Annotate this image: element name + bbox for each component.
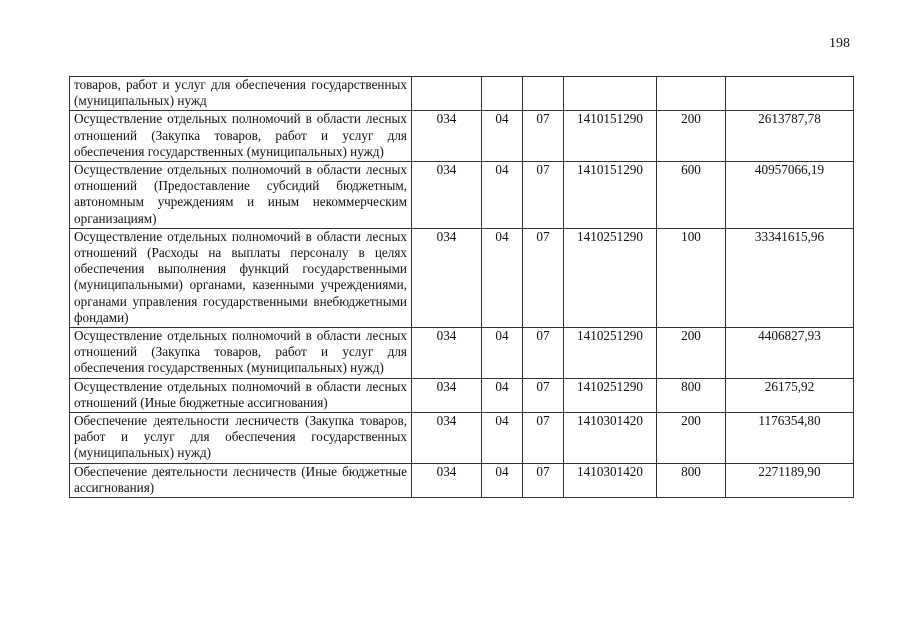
subsection-code: 07: [523, 228, 564, 327]
target-article-code: [564, 77, 657, 111]
expense-type-code: 800: [657, 378, 726, 412]
target-article-code: 1410251290: [564, 328, 657, 379]
ved-code: 034: [412, 228, 482, 327]
row-description: Обеспечение деятельности лесничеств (Закупка товаров, работ и услуг для обеспечения государственных (муниципальных) нужд): [70, 413, 412, 464]
table-row: [70, 228, 854, 327]
section-code: 04: [482, 328, 523, 379]
row-description: товаров, работ и услуг для обеспечения государственных (муниципальных) нужд: [70, 77, 412, 111]
section-code: 04: [482, 413, 523, 464]
amount: 2271189,90: [726, 463, 854, 497]
target-article-code: 1410151290: [564, 162, 657, 229]
subsection-code: 07: [523, 111, 564, 162]
subsection-code: [523, 77, 564, 111]
amount: 33341615,96: [726, 228, 854, 327]
expense-type-code: [657, 77, 726, 111]
ved-code: 034: [412, 111, 482, 162]
section-code: [482, 77, 523, 111]
table-row: [70, 463, 854, 497]
section-code: 04: [482, 463, 523, 497]
subsection-code: 07: [523, 378, 564, 412]
expense-type-code: 800: [657, 463, 726, 497]
subsection-code: 07: [523, 328, 564, 379]
amount: [726, 77, 854, 111]
expense-type-code: 200: [657, 328, 726, 379]
table-row: [70, 162, 854, 229]
target-article-code: 1410251290: [564, 228, 657, 327]
subsection-code: 07: [523, 463, 564, 497]
subsection-code: 07: [523, 413, 564, 464]
row-description: Осуществление отдельных полномочий в области лесных отношений (Закупка товаров, работ и услуг для обеспечения государственных (муниципальных) нужд): [70, 111, 412, 162]
budget-table: [69, 76, 854, 498]
table-row: [70, 111, 854, 162]
row-description: Осуществление отдельных полномочий в области лесных отношений (Иные бюджетные ассигнования): [70, 378, 412, 412]
row-description: Осуществление отдельных полномочий в области лесных отношений (Расходы на выплаты персоналу в целях обеспечения выполнения функций государственными (муниципальными) органами, казенными учреждениями, органами управления государственными внебюджетными фондами): [70, 228, 412, 327]
section-code: 04: [482, 111, 523, 162]
expense-type-code: 100: [657, 228, 726, 327]
table-row: [70, 378, 854, 412]
ved-code: 034: [412, 463, 482, 497]
row-description: Осуществление отдельных полномочий в области лесных отношений (Предоставление субсидий бюджетным, автономным учреждениям и иным некоммерческим организациям): [70, 162, 412, 229]
ved-code: 034: [412, 378, 482, 412]
target-article-code: 1410151290: [564, 111, 657, 162]
table-row: [70, 413, 854, 464]
expense-type-code: 200: [657, 111, 726, 162]
table-row: [70, 77, 854, 111]
section-code: 04: [482, 228, 523, 327]
amount: 1176354,80: [726, 413, 854, 464]
row-description: Обеспечение деятельности лесничеств (Иные бюджетные ассигнования): [70, 463, 412, 497]
ved-code: 034: [412, 328, 482, 379]
row-description: Осуществление отдельных полномочий в области лесных отношений (Закупка товаров, работ и услуг для обеспечения государственных (муниципальных) нужд): [70, 328, 412, 379]
subsection-code: 07: [523, 162, 564, 229]
target-article-code: 1410301420: [564, 463, 657, 497]
page-number: 198: [829, 36, 850, 51]
amount: 4406827,93: [726, 328, 854, 379]
amount: 40957066,19: [726, 162, 854, 229]
target-article-code: 1410251290: [564, 378, 657, 412]
target-article-code: 1410301420: [564, 413, 657, 464]
table-row: [70, 328, 854, 379]
ved-code: [412, 77, 482, 111]
section-code: 04: [482, 162, 523, 229]
amount: 26175,92: [726, 378, 854, 412]
ved-code: 034: [412, 413, 482, 464]
expense-type-code: 200: [657, 413, 726, 464]
expense-type-code: 600: [657, 162, 726, 229]
ved-code: 034: [412, 162, 482, 229]
section-code: 04: [482, 378, 523, 412]
amount: 2613787,78: [726, 111, 854, 162]
